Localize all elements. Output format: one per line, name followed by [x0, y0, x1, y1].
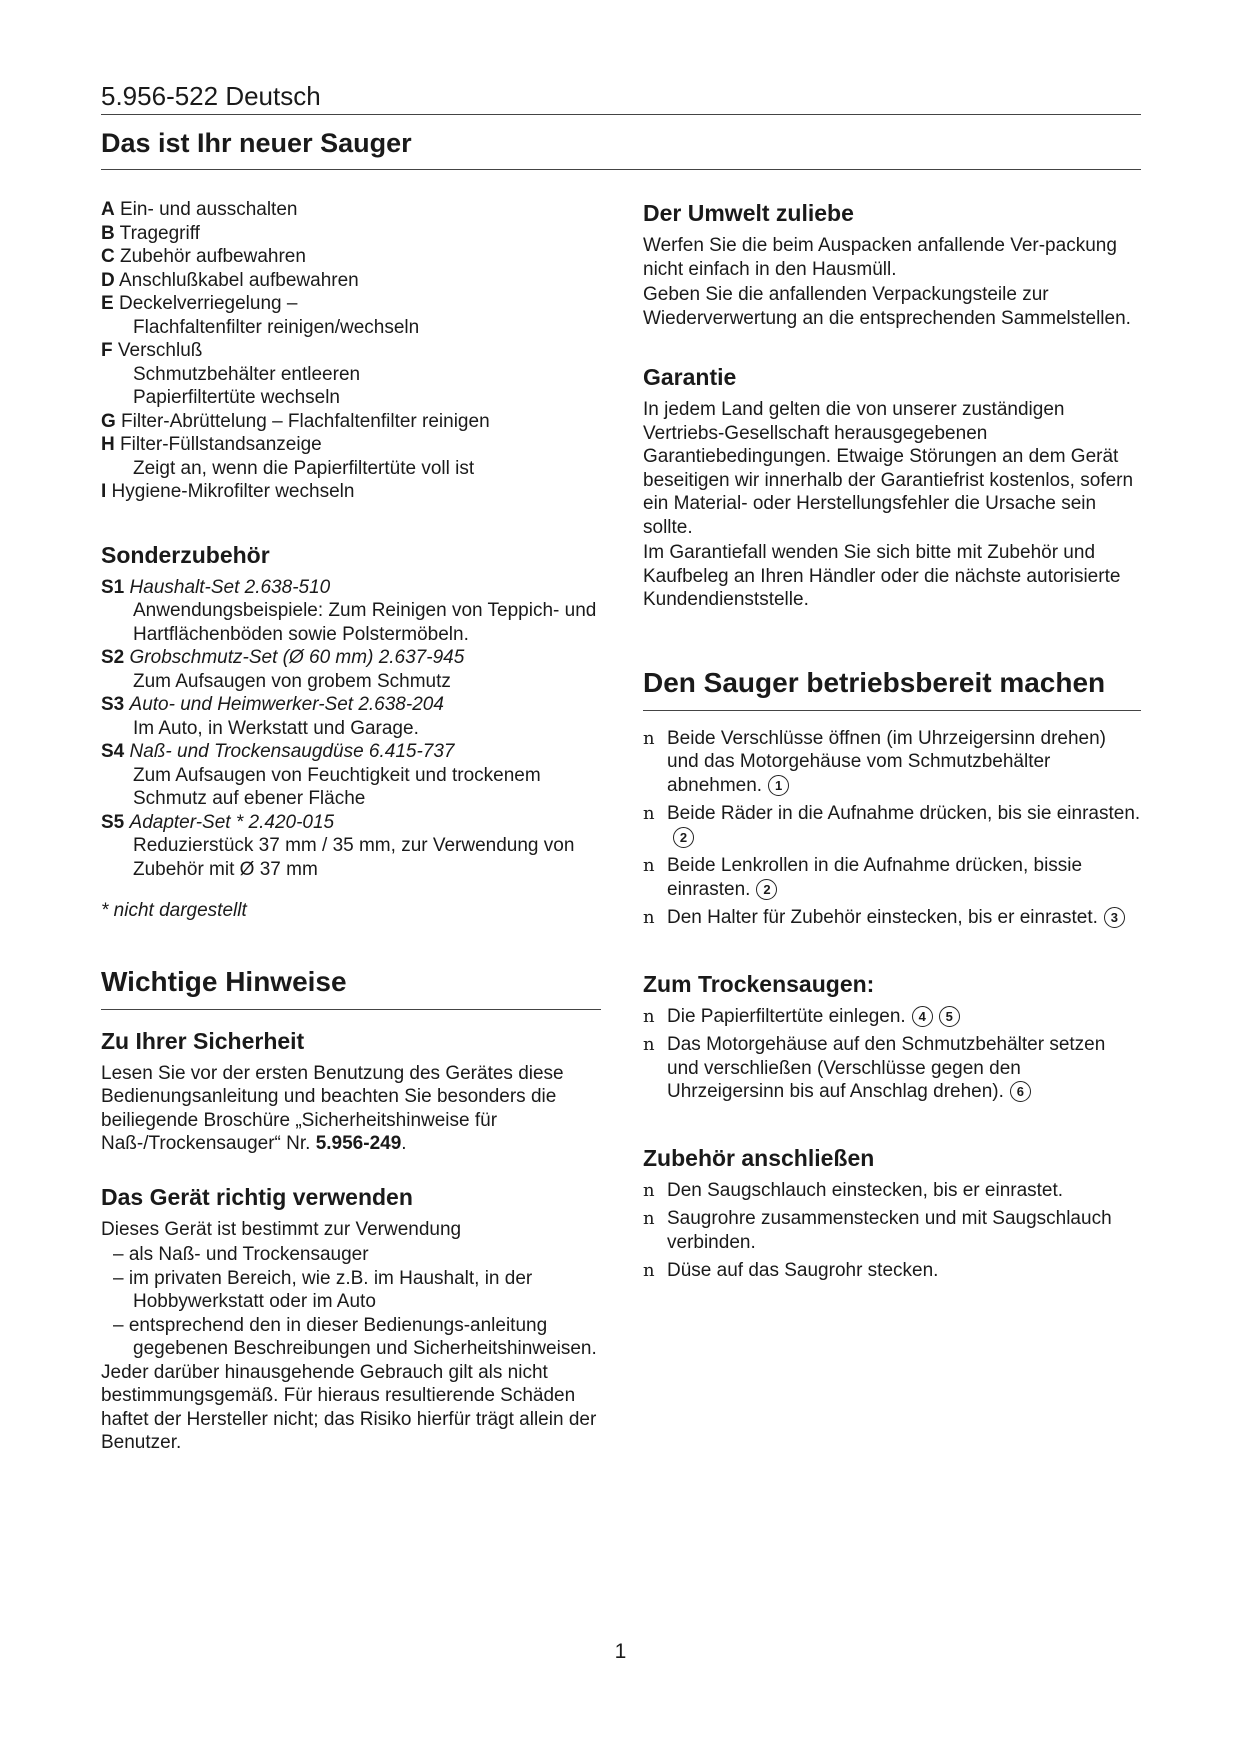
- figure-ref-badge: 4: [912, 1006, 933, 1027]
- legend-item: [101, 410, 601, 434]
- bullet-marker: n: [643, 1260, 655, 1281]
- figure-ref-badge: 2: [756, 879, 777, 900]
- header-rule: [101, 114, 1141, 115]
- accessory-key: S4: [101, 741, 130, 762]
- hinweise-section-header: [101, 963, 601, 1010]
- legend-subitem: Zeigt an, wenn die Papierfiltertüte voll ist: [133, 457, 475, 479]
- figure-ref-badge: 1: [768, 775, 789, 796]
- trocken-list: [643, 1005, 1141, 1104]
- bullet-marker: n: [643, 803, 655, 824]
- verwenden-item: – im privaten Bereich, wie z.B. im Haushalt, in der Hobbywerkstatt oder im Auto: [113, 1267, 533, 1312]
- instruction-text: Beide Verschlüsse öffnen (im Uhrzeigersinn drehen) und das Motorgehäuse vom Schmutzbehälter abnehmen.: [667, 727, 1106, 796]
- accessory-desc: Zum Aufsaugen von grobem Schmutz: [133, 670, 451, 692]
- legend-key: F: [101, 340, 113, 361]
- bullet-marker: n: [643, 1179, 655, 1201]
- accessory-name: Grobschmutz-Set (Ø 60 mm) 2.637-945: [129, 647, 465, 668]
- umwelt-p2: Geben Sie die anfallenden Verpackungsteile zur Wiederverwertung an die entsprechenden Sammelstellen.: [643, 284, 1131, 329]
- instruction-text: Den Halter für Zubehör einstecken, bis er einrastet.: [667, 907, 1098, 928]
- verwenden-list: [101, 1243, 601, 1361]
- accessory-key: S3: [101, 694, 130, 715]
- instruction-item: [643, 727, 1141, 798]
- bullet-marker: n: [643, 907, 655, 928]
- zubehoer-list: [643, 1179, 1141, 1283]
- legend-text: Tragegriff: [114, 222, 200, 244]
- accessory-item: [101, 740, 601, 764]
- instruction-text: Den Saugschlauch einstecken, bis er einrastet.: [667, 1179, 1064, 1201]
- sicherheit-text: Lesen Sie vor der ersten Benutzung des Gerätes diese Bedienungsanleitung und beachten Sie besonders die beiliegende Broschüre „Sicherheitshinweise für Naß-/Trockensauger“ Nr. 5.956-249.: [101, 1062, 564, 1154]
- instruction-text: Die Papierfiltertüte einlegen.: [667, 1005, 906, 1027]
- page-header: [101, 78, 1141, 170]
- figure-ref-badge: 2: [673, 827, 694, 848]
- garantie-p2: Im Garantiefall wenden Sie sich bitte mit Zubehör und Kaufbeleg an Ihren Händler oder die nächste autorisierte Kundendienststelle.: [643, 542, 1121, 610]
- instruction-item: [643, 1207, 1141, 1254]
- accessory-name: Naß- und Trockensaugdüse 6.415-737: [129, 741, 455, 762]
- left-column: [101, 198, 601, 1457]
- betrieb-section-header: [643, 664, 1141, 711]
- footnote: * nicht dargestellt: [101, 900, 247, 921]
- instruction-item: [643, 1005, 1141, 1029]
- verwenden-item: – entsprechend den in dieser Bedienungs-anleitung gegebenen Beschreibungen und Sicherheitshinweisen.: [113, 1314, 597, 1359]
- accessory-name: Auto- und Heimwerker-Set 2.638-204: [129, 694, 444, 715]
- zubehoer-heading: Zubehör anschließen: [643, 1144, 875, 1171]
- instruction-text: Düse auf das Saugrohr stecken.: [667, 1260, 939, 1281]
- umwelt-p1: Werfen Sie die beim Auspacken anfallende Ver-packung nicht einfach in den Hausmüll.: [643, 235, 1117, 280]
- hinweise-heading: Wichtige Hinweise: [101, 965, 347, 997]
- instruction-item: [643, 802, 1141, 849]
- trocken-heading: Zum Trockensaugen:: [643, 970, 875, 997]
- accessory-item: [101, 646, 601, 670]
- legend-item: [101, 269, 601, 293]
- instruction-text: Beide Lenkrollen in die Aufnahme drücken, bissie einrasten.: [667, 855, 1083, 900]
- sicherheit-heading: Zu Ihrer Sicherheit: [101, 1027, 305, 1054]
- legend-text: Filter-Abrüttelung – Flachfaltenfilter reinigen: [115, 410, 490, 432]
- legend-key: H: [101, 434, 115, 455]
- legend-text: Verschluß: [112, 340, 203, 361]
- instruction-item: [643, 854, 1141, 901]
- title-rule: [101, 169, 1141, 170]
- bullet-marker: n: [643, 1208, 655, 1229]
- accessory-key: S1: [101, 576, 130, 598]
- legend-key: B: [101, 222, 115, 244]
- legend-text: Filter-Füllstandsanzeige: [114, 434, 322, 455]
- legend-item: [101, 339, 601, 363]
- umwelt-heading: Der Umwelt zuliebe: [643, 200, 854, 226]
- garantie-heading: Garantie: [643, 364, 737, 390]
- legend-key: C: [101, 246, 115, 267]
- accessory-name: Adapter-Set * 2.420-015: [129, 811, 335, 833]
- legend-key: D: [101, 269, 115, 291]
- legend-key: E: [101, 293, 114, 314]
- betrieb-heading: Den Sauger betriebsbereit machen: [643, 666, 1106, 698]
- accessory-item: [101, 576, 601, 600]
- accessory-desc: Reduzierstück 37 mm / 35 mm, zur Verwendung von Zubehör mit Ø 37 mm: [133, 835, 575, 880]
- accessory-key: S5: [101, 811, 130, 833]
- document-code: 5.956-522 Deutsch: [101, 81, 321, 111]
- legend-item: [101, 245, 601, 269]
- instruction-text: Saugrohre zusammenstecken und mit Saugschlauch verbinden.: [667, 1208, 1112, 1253]
- verwenden-intro: Dieses Gerät ist bestimmt zur Verwendung: [101, 1218, 462, 1240]
- legend-subitem: Flachfaltenfilter reinigen/wechseln: [133, 316, 420, 338]
- sicherheit-body: Lesen Sie vor der ersten Benutzung des Gerätes diese Bedienungsanleitung und beachten Sie besonders die beiliegende Broschüre „Sicherheitshinweise für Naß-/Trockensauger“ Nr.: [101, 1062, 564, 1154]
- instruction-item: [643, 1033, 1141, 1104]
- accessory-item: [101, 693, 601, 717]
- legend-subitem: Schmutzbehälter entleeren: [133, 363, 361, 385]
- sonderzubehoer-heading: Sonderzubehör: [101, 541, 270, 568]
- accessory-name: Haushalt-Set 2.638-510: [129, 576, 331, 598]
- legend-text: Zubehör aufbewahren: [114, 246, 306, 267]
- garantie-p1: In jedem Land gelten die von unserer zuständigen Vertriebs-Gesellschaft herausgegebenen Garantiebedingungen. Etwaige Störungen an dem Gerät beseitigen wir innerhalb der Garantiefrist kostenlos, sofern ein Material- oder Herstellungsfehler die Ursache sein sollte.: [643, 399, 1134, 538]
- instruction-text: Das Motorgehäuse auf den Schmutzbehälter setzen und verschließen (Verschlüsse gegen den Uhrzeigersinn bis auf Anschlag drehen).: [667, 1034, 1106, 1102]
- betrieb-list: [643, 727, 1141, 930]
- legend-key: I: [101, 481, 107, 502]
- legend-item: [101, 480, 601, 504]
- legend-item: [101, 292, 601, 316]
- figure-ref-badge: 3: [1104, 907, 1125, 928]
- right-column: [643, 198, 1141, 1288]
- legend-item: [101, 222, 601, 246]
- accessory-desc: Zum Aufsaugen von Feuchtigkeit und trockenem Schmutz auf ebener Fläche: [133, 764, 541, 809]
- accessory-list: [101, 576, 601, 882]
- bullet-marker: n: [643, 727, 655, 749]
- page-title: Das ist Ihr neuer Sauger: [101, 128, 412, 158]
- legend-text: Anschlußkabel aufbewahren: [114, 269, 359, 291]
- parts-legend: [101, 198, 601, 504]
- accessory-key: S2: [101, 647, 130, 668]
- figure-ref-badge: 6: [1010, 1081, 1031, 1102]
- accessory-desc: Im Auto, in Werkstatt und Garage.: [133, 717, 419, 739]
- legend-subitem: Papierfiltertüte wechseln: [133, 387, 340, 408]
- instruction-item: [643, 906, 1141, 930]
- page-number: 1: [614, 1640, 627, 1663]
- instruction-item: [643, 1259, 1141, 1283]
- legend-text: Deckelverriegelung –: [113, 293, 298, 314]
- verwenden-outro: Jeder darüber hinausgehende Gebrauch gilt als nicht bestimmungsgemäß. Für hieraus resultierende Schäden haftet der Hersteller nicht; das Risiko hierfür trägt allein der Benutzer.: [101, 1361, 597, 1453]
- verwenden-item: – als Naß- und Trockensauger: [113, 1244, 369, 1265]
- bullet-marker: n: [643, 855, 655, 876]
- legend-item: [101, 433, 601, 457]
- legend-text: Ein- und ausschalten: [114, 199, 298, 220]
- accessory-desc: Anwendungsbeispiele: Zum Reinigen von Teppich- und Hartflächenböden sowie Polstermöbeln.: [133, 600, 597, 645]
- verwenden-heading: Das Gerät richtig verwenden: [101, 1183, 413, 1210]
- bullet-marker: n: [643, 1034, 655, 1055]
- instruction-item: [643, 1179, 1141, 1203]
- instruction-text: Beide Räder in die Aufnahme drücken, bis sie einrasten.: [667, 803, 1141, 824]
- figure-ref-badge: 5: [939, 1006, 960, 1027]
- sicherheit-nr: 5.956-249: [315, 1133, 402, 1154]
- accessory-item: [101, 811, 601, 835]
- bullet-marker: n: [643, 1005, 655, 1027]
- legend-key: A: [101, 199, 115, 220]
- legend-key: G: [101, 410, 116, 432]
- legend-item: [101, 198, 601, 222]
- legend-text: Hygiene-Mikrofilter wechseln: [106, 481, 355, 502]
